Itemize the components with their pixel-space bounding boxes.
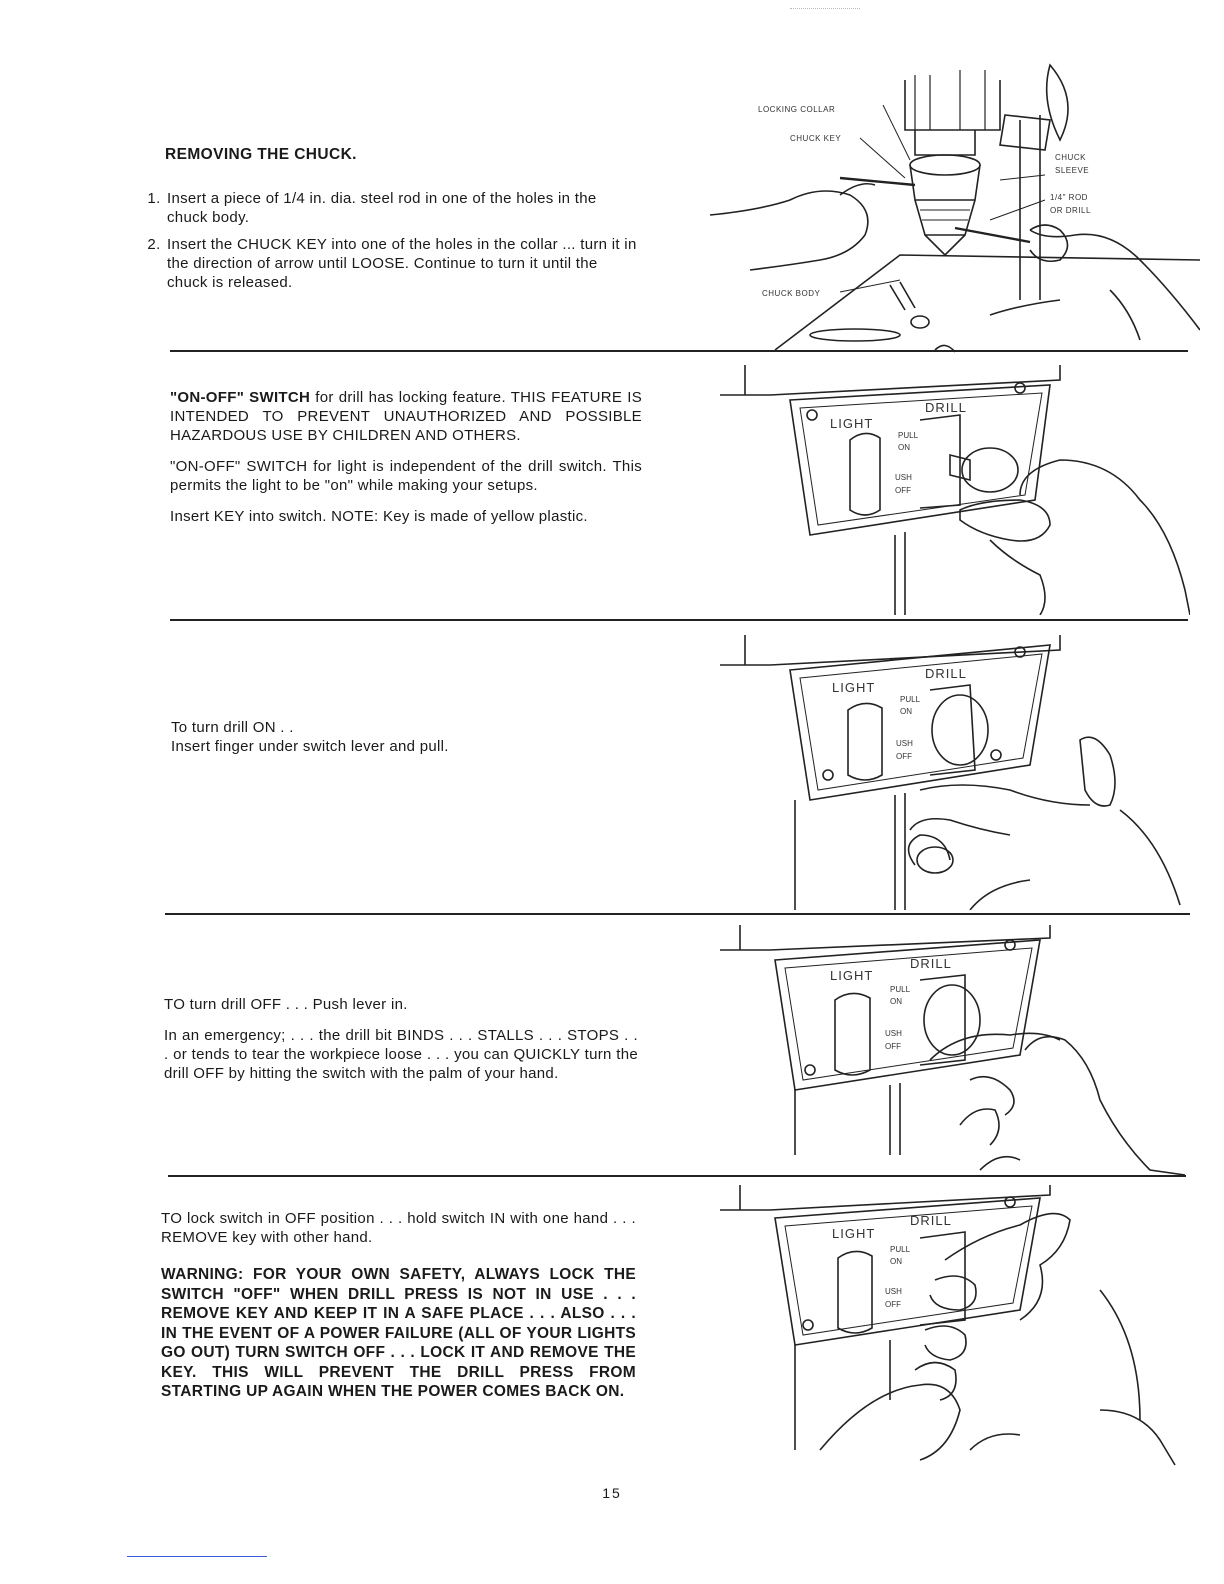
panel-label-off: OFF	[895, 486, 911, 495]
drill-off-instructions	[164, 995, 638, 1095]
panel-label-off: OFF	[885, 1300, 901, 1309]
panel-label-push: USH	[895, 473, 912, 482]
drill-off-paragraph-1: TO turn drill OFF . . . Push lever in.	[164, 996, 408, 1013]
panel-label-pull: PULL	[898, 431, 919, 440]
panel-label-on: ON	[890, 1257, 902, 1266]
lock-instructions	[161, 1209, 636, 1414]
label-chuck-sleeve-2: SLEEVE	[1055, 166, 1090, 175]
switch-paragraph-2: "ON-OFF" SWITCH for light is independent of the drill switch. This permits the light to be "on" while making your setups.	[170, 458, 642, 494]
label-chuck-sleeve-1: CHUCK	[1055, 153, 1086, 162]
panel-label-push: USH	[885, 1029, 902, 1038]
panel-label-drill: DRILL	[925, 666, 967, 681]
scan-edge-line	[127, 1556, 267, 1557]
panel-label-on: ON	[890, 997, 902, 1006]
label-rod-2: OR DRILL	[1050, 206, 1091, 215]
panel-label-drill: DRILL	[925, 400, 967, 415]
label-rod-1: 1/4" ROD	[1050, 193, 1088, 202]
chuck-step-2: 2. Insert the CHUCK KEY into one of the holes in the collar ... turn it in the direction of arrow until LOOSE. Continue to turn it until the chuck is released.	[165, 235, 640, 292]
lock-warning: WARNING: FOR YOUR OWN SAFETY, ALWAYS LOCK THE SWITCH "OFF" WHEN DRILL PRESS IS NOT IN USE . . . REMOVE KEY AND KEEP IT IN A SAFE PLACE . . . ALSO . . . IN THE EVENT OF A POWER FAILURE (ALL OF YOUR LIGHTS GO OUT) TURN SWITCH OFF . . . LOCK IT AND REMOVE THE KEY. THIS WILL PREVENT THE DRILL PRESS FROM STARTING UP AGAIN WHEN THE POWER COMES BACK ON.	[161, 1266, 636, 1400]
section-divider	[170, 350, 1188, 352]
drill-on-line-2: Insert finger under switch lever and pull.	[171, 738, 449, 755]
switch-lead: "ON-OFF" SWITCH	[170, 389, 311, 406]
label-locking-collar: LOCKING COLLAR	[758, 105, 836, 114]
panel-label-on: ON	[898, 443, 910, 452]
switch-key-illustration	[720, 360, 1190, 615]
section-divider	[168, 1175, 1186, 1177]
switch-p1-rest: for drill has locking feature. THIS FEATURE IS INTENDED TO PREVENT UNAUTHORIZED AND POSSIBLE HAZARDOUS USE BY CHILDREN AND OTHERS.	[170, 389, 643, 444]
panel-label-light: LIGHT	[830, 968, 874, 983]
label-chuck-body: CHUCK BODY	[762, 289, 821, 298]
panel-label-off: OFF	[896, 752, 912, 761]
chuck-removal-illustration	[700, 60, 1200, 355]
panel-label-pull: PULL	[890, 985, 911, 994]
panel-label-push: USH	[896, 739, 913, 748]
page-number: 15	[602, 1485, 622, 1501]
switch-paragraph-1	[170, 388, 642, 445]
drill-on-illustration	[720, 630, 1190, 910]
panel-label-off: OFF	[885, 1042, 901, 1051]
chuck-steps	[165, 189, 640, 300]
panel-label-drill: DRILL	[910, 956, 952, 971]
panel-label-light: LIGHT	[832, 680, 876, 695]
drill-on-line-1: To turn drill ON . .	[171, 719, 294, 736]
panel-label-light: LIGHT	[832, 1226, 876, 1241]
label-chuck-key: CHUCK KEY	[790, 134, 842, 143]
drill-on-instructions	[171, 718, 641, 756]
scan-mark	[790, 8, 860, 10]
panel-label-pull: PULL	[900, 695, 921, 704]
switch-paragraph-3: Insert KEY into switch. NOTE: Key is made of yellow plastic.	[170, 508, 588, 525]
section-divider	[170, 619, 1188, 621]
lock-paragraph-1: TO lock switch in OFF position . . . hold switch IN with one hand . . . REMOVE key with other hand.	[161, 1210, 636, 1246]
section-divider	[165, 913, 1190, 915]
lock-switch-illustration	[720, 1180, 1190, 1470]
panel-label-light: LIGHT	[830, 416, 874, 431]
switch-description	[170, 388, 642, 538]
drill-off-illustration	[720, 920, 1190, 1175]
drill-off-paragraph-2: In an emergency; . . . the drill bit BINDS . . . STALLS . . . STOPS . . . or tends to tear the workpiece loose . . . you can QUICKLY turn the drill OFF by hitting the switch with the palm of your hand.	[164, 1027, 638, 1082]
panel-label-push: USH	[885, 1287, 902, 1296]
panel-label-pull: PULL	[890, 1245, 911, 1254]
panel-label-drill: DRILL	[910, 1213, 952, 1228]
section-heading-removing-chuck: REMOVING THE CHUCK.	[165, 146, 357, 163]
panel-label-on: ON	[900, 707, 912, 716]
chuck-step-1: 1. Insert a piece of 1/4 in. dia. steel rod in one of the holes in the chuck body.	[165, 189, 640, 227]
